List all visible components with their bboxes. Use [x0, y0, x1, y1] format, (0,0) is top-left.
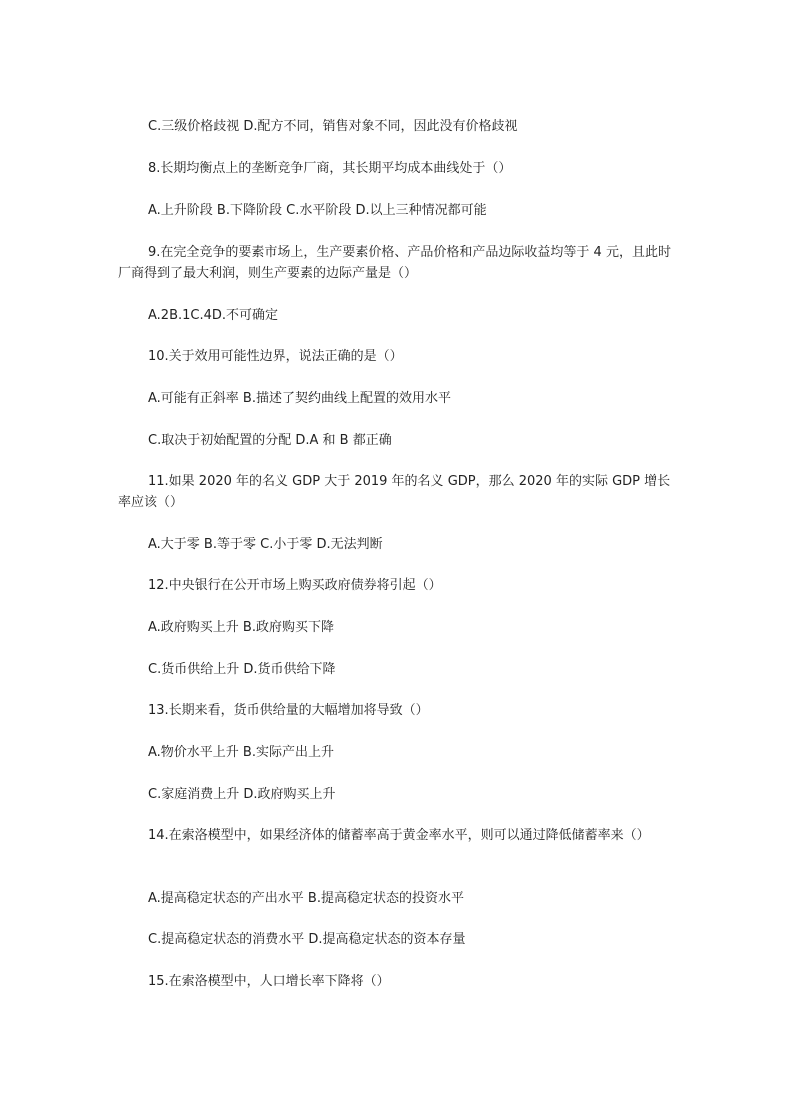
question-10-options-ab: A.可能有正斜率 B.描述了契约曲线上配置的效用水平 [148, 391, 451, 406]
question-9-options: A.2B.1C.4D.不可确定 [148, 308, 279, 323]
question-15: 15.在索洛模型中，人口增长率下降将（） [148, 974, 390, 989]
question-12-options-ab: A.政府购买上升 B.政府购买下降 [148, 620, 334, 635]
question-13-options-ab: A.物价水平上升 B.实际产出上升 [148, 745, 334, 760]
question-8-options: A.上升阶段 B.下降阶段 C.水平阶段 D.以上三种情况都可能 [148, 203, 487, 218]
question-13-options-cd: C.家庭消费上升 D.政府购买上升 [148, 787, 336, 802]
question-11: 11.如果 2020 年的名义 GDP 大于 2019 年的名义 GDP，那么 2020 年的实际 GDP 增长率应该（） [118, 474, 671, 510]
question-9: 9.在完全竞争的要素市场上，生产要素价格、产品价格和产品边际收益均等于 4 元，且此时厂商得到了最大利润，则生产要素的边际产量是（） [118, 245, 671, 281]
question-8: 8.长期均衡点上的垄断竞争厂商，其长期平均成本曲线处于（） [148, 161, 512, 176]
question-11-options: A.大于零 B.等于零 C.小于零 D.无法判断 [148, 537, 383, 552]
text-line: C.三级价格歧视 D.配方不同，销售对象不同，因此没有价格歧视 [148, 119, 518, 134]
question-14-options-cd: C.提高稳定状态的消费水平 D.提高稳定状态的资本存量 [148, 932, 466, 947]
question-12-options-cd: C.货币供给上升 D.货币供给下降 [148, 662, 336, 677]
question-14: 14.在索洛模型中，如果经济体的储蓄率高于黄金率水平，则可以通过降低储蓄率来（） [148, 828, 650, 843]
question-12: 12.中央银行在公开市场上购买政府债券将引起（） [148, 578, 442, 593]
question-14-options-ab: A.提高稳定状态的产出水平 B.提高稳定状态的投资水平 [148, 891, 464, 906]
question-10: 10.关于效用可能性边界，说法正确的是（） [148, 349, 403, 364]
question-10-options-cd: C.取决于初始配置的分配 D.A 和 B 都正确 [148, 433, 392, 448]
question-13: 13.长期来看，货币供给量的大幅增加将导致（） [148, 703, 429, 718]
